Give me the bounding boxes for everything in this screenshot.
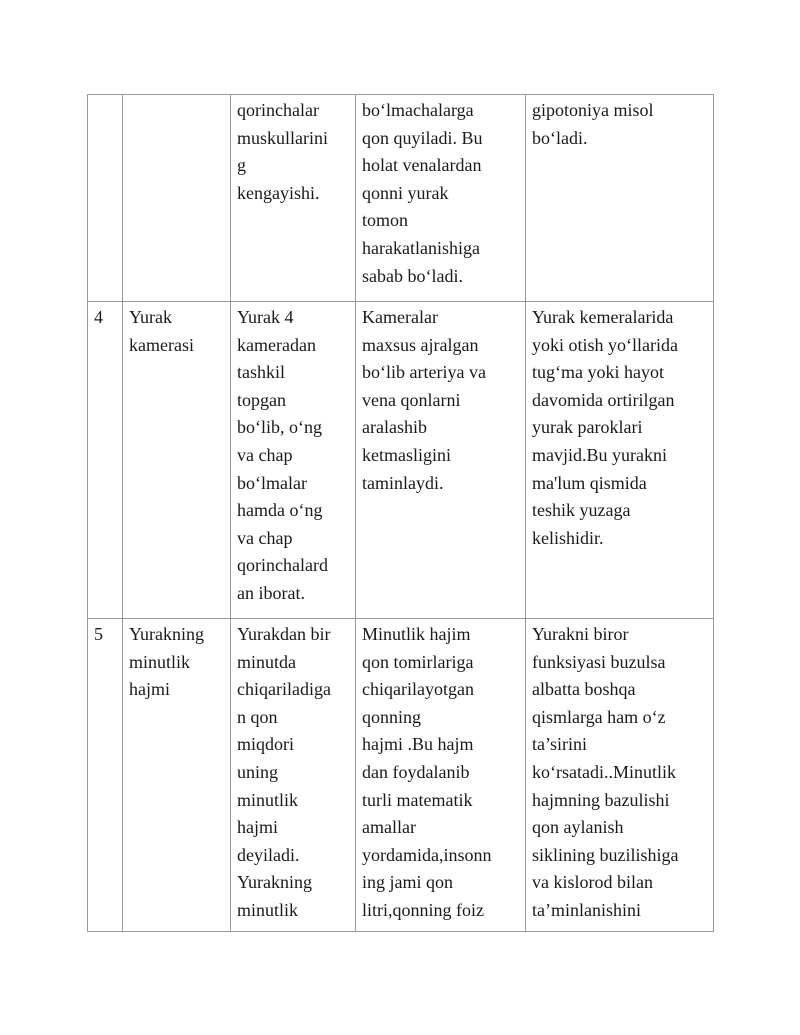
definition-text: Yurakdan bir minutda chiqariladiga n qon miqdori uning minutlik hajmi deyiladi. Yurakning minutlik bbox=[237, 624, 331, 920]
row-number: 5 bbox=[94, 624, 103, 644]
table-row bbox=[88, 95, 714, 302]
function-cell bbox=[356, 95, 526, 302]
term-cell bbox=[123, 619, 231, 932]
definition-cell bbox=[231, 302, 356, 619]
definition-cell bbox=[231, 619, 356, 932]
pathology-text: Yurak kemeralarida yoki otish yo‘llarida tug‘ma yoki hayot davomida ortirilgan yurak paroklari mavjid.Bu yurakni ma'lum qismida teshik yuzaga kelishidir. bbox=[532, 307, 678, 548]
pathology-cell bbox=[526, 302, 714, 619]
pathology-cell bbox=[526, 95, 714, 302]
row-number-cell bbox=[88, 302, 123, 619]
pathology-text: Yurakni biror funksiyasi buzulsa albatta boshqa qismlarga ham o‘z ta’sirini ko‘rsatadi..Minutlik hajmning bazulishi qon aylanish siklining buzilishiga va kislorod bilan ta’minlanishini bbox=[532, 624, 679, 920]
term-cell bbox=[123, 302, 231, 619]
table-row bbox=[88, 619, 714, 932]
table-row bbox=[88, 302, 714, 619]
function-text: Kameralar maxsus ajralgan bo‘lib arteriya va vena qonlarni aralashib ketmasligini taminlaydi. bbox=[362, 307, 486, 493]
content-table bbox=[87, 94, 714, 932]
pathology-text: gipotoniya misol bo‘ladi. bbox=[532, 100, 654, 148]
row-number-cell bbox=[88, 619, 123, 932]
definition-text: Yurak 4 kameradan tashkil topgan bo‘lib, o‘ng va chap bo‘lmalar hamda o‘ng va chap qorinchalard an iborat. bbox=[237, 307, 328, 603]
row-number-cell bbox=[88, 95, 123, 302]
term-text: Yurak kamerasi bbox=[129, 307, 194, 355]
term-cell bbox=[123, 95, 231, 302]
function-text: bo‘lmachalarga qon quyiladi. Bu holat venalardan qonni yurak tomon harakatlanishiga sabab bo‘ladi. bbox=[362, 100, 483, 286]
term-text: Yurakning minutlik hajmi bbox=[129, 624, 204, 700]
definition-cell bbox=[231, 95, 356, 302]
function-text: Minutlik hajim qon tomirlariga chiqarilayotgan qonning hajmi .Bu hajm dan foydalanib turli matematik amallar yordamida,insonn ing jami qon litri,qonning foiz bbox=[362, 624, 492, 920]
function-cell bbox=[356, 302, 526, 619]
row-number: 4 bbox=[94, 307, 103, 327]
pathology-cell bbox=[526, 619, 714, 932]
function-cell bbox=[356, 619, 526, 932]
definition-text: qorinchalar muskullarini g kengayishi. bbox=[237, 100, 328, 203]
